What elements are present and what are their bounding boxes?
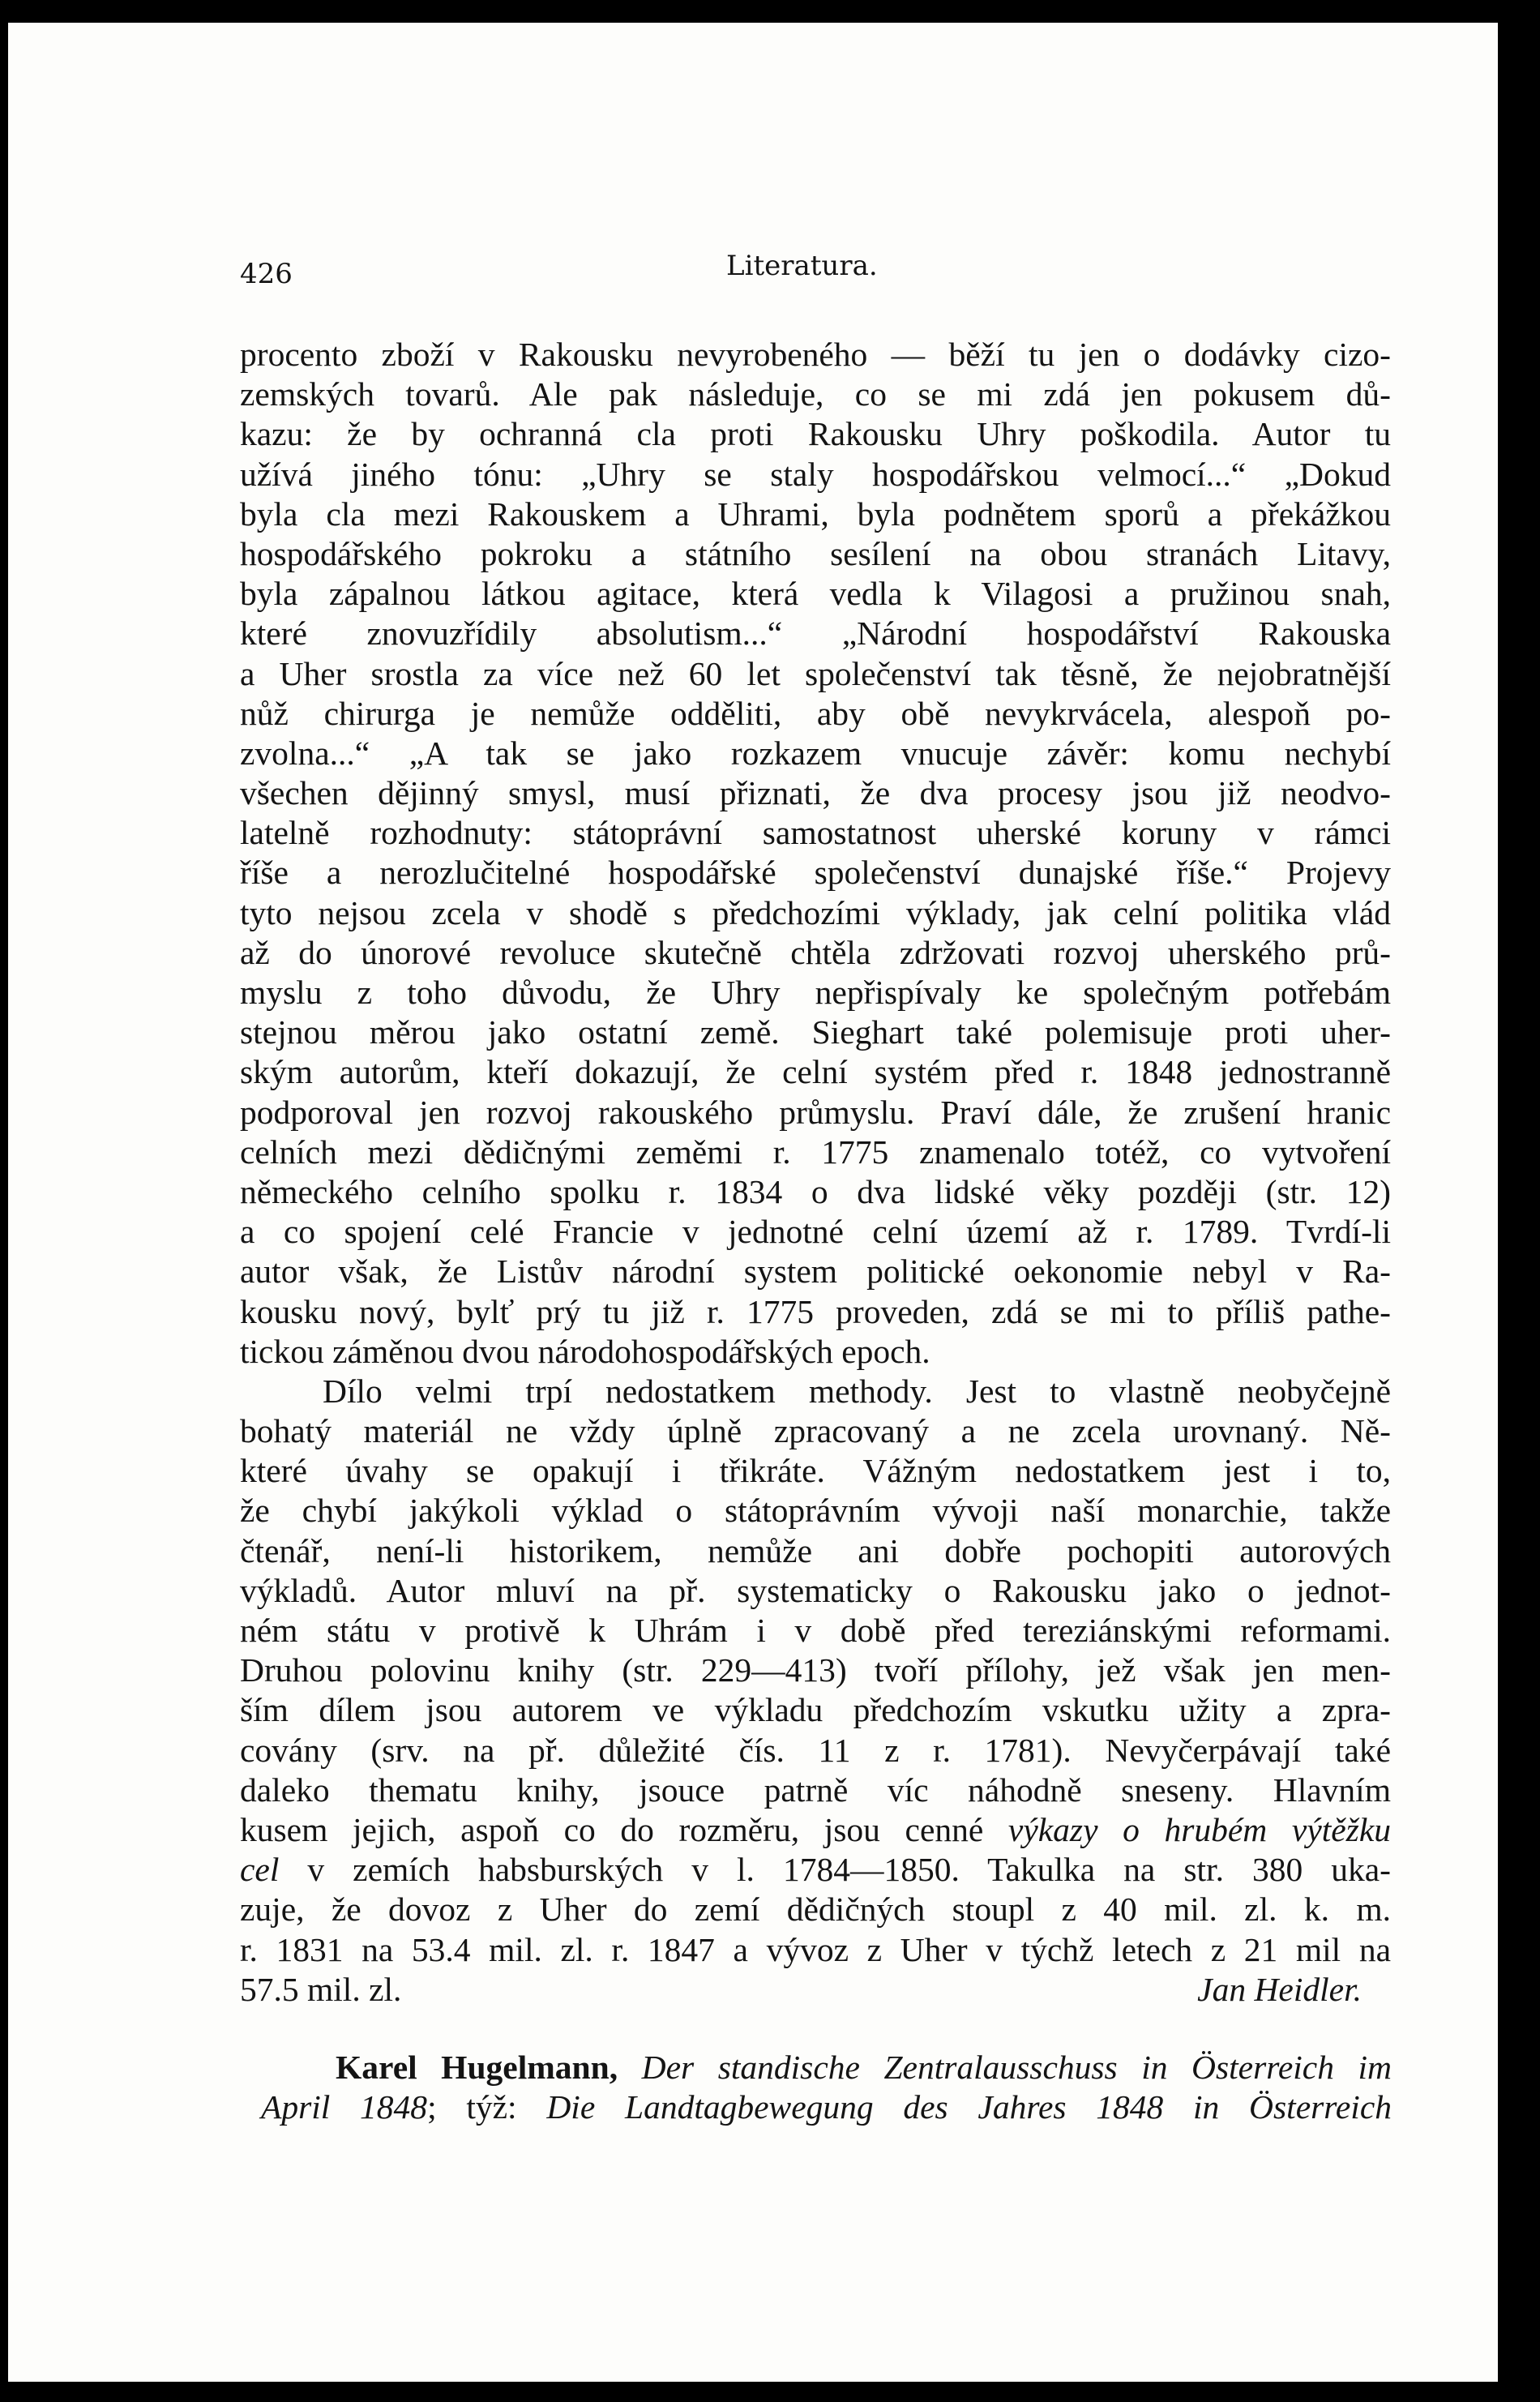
- text-line: až do únorové revoluce skutečně chtěla zdržovati rozvoj uherského prů-: [240, 933, 1391, 971]
- text-line: že chybí jakýkoli výklad o státoprávním vývoji naší monarchie, takže: [240, 1492, 1391, 1530]
- text-line: r. 1831 na 53.4 mil. zl. r. 1847 a vývoz z Uher v týchž letech z 21 mil na: [240, 1930, 1391, 1968]
- text-segment: kusem jejich, aspoň co do rozměru, jsou cenné: [240, 1810, 984, 1848]
- page-number: 426: [240, 258, 293, 290]
- reviewed-author: Karel Hugelmann,: [336, 2049, 618, 2086]
- text-line: říše a nerozlučitelné hospodářské společenství dunajské říše.“ Projevy: [240, 854, 1391, 892]
- page-header: [240, 243, 1391, 292]
- text-line: zvolna...“ „A tak se jako rozkazem vnucuje závěr: komu nechybí: [240, 734, 1391, 772]
- text-line: všechen dějinný smysl, musí přiznati, že dva procesy jsou již neodvo-: [240, 774, 1391, 812]
- book-title-2: Die Landtagbewegung des Jahres 1848 in Österreich: [546, 2088, 1392, 2126]
- next-review-heading: [261, 2047, 1392, 2126]
- review-heading-line-2: [261, 2087, 1392, 2126]
- document-page: [8, 23, 1498, 2382]
- text-line: které úvahy se opakují i třikráte. Vážným nedostatkem jest i to,: [240, 1452, 1391, 1490]
- review-heading-line-1: [261, 2047, 1392, 2087]
- text-line-with-italic: [240, 1810, 1391, 1850]
- review-body-text: [240, 335, 1391, 2010]
- text-line: nůž chirurga je nemůže odděliti, aby obě nevykrvácela, alespoň po-: [240, 694, 1391, 732]
- text-line: hospodářského pokroku a státního sesílení na obou stranách Litavy,: [240, 534, 1391, 572]
- book-title-1: Der standische Zentralausschuss in Österreich im: [641, 2049, 1392, 2086]
- text-line: celních mezi dědičnými zeměmi r. 1775 znamenalo totéž, co vytvoření: [240, 1132, 1391, 1171]
- text-line: byla cla mezi Rakouskem a Uhrami, byla podnětem sporů a překážkou: [240, 495, 1391, 533]
- text-line: které znovuzřídily absolutism...“ „Národní hospodářství Rakouska: [240, 614, 1391, 653]
- text-line: ném státu v protivě k Uhrám i v době před tereziánskými reformami.: [240, 1612, 1391, 1649]
- review-author-signature: Jan Heidler.: [1197, 1970, 1362, 2008]
- text-line: procento zboží v Rakousku nevyrobeného — běží tu jen o dodávky cizo-: [240, 336, 1391, 373]
- text-line: zuje, že dovoz z Uher do zemí dědičných stoupl z 40 mil. zl. k. m.: [240, 1890, 1391, 1929]
- text-segment: v zemích habsburských v l. 1784—1850. Takulka na str. 380 uka-: [279, 1851, 1391, 1889]
- italic-phrase: výkazy o hrubém výtěžku: [1007, 1810, 1392, 1848]
- text-line: latelně rozhodnuty: státoprávní samostatnost uherské koruny v rámci: [240, 814, 1391, 852]
- text-line: německého celního spolku r. 1834 o dva lidské věky později (str. 12): [240, 1172, 1391, 1210]
- signature-line: [240, 1970, 1391, 2010]
- text-line: kazu: že by ochranná cla proti Rakousku Uhry poškodila. Autor tu: [240, 415, 1391, 453]
- text-line: Druhou polovinu knihy (str. 229—413) tvoří přílohy, jež však jen men-: [240, 1651, 1391, 1689]
- text-line: užívá jiného tónu: „Uhry se staly hospodářskou velmocí...“ „Dokud: [240, 455, 1391, 493]
- text-line: daleko thematu knihy, jsouce patrně víc náhodně sneseny. Hlavním: [240, 1770, 1391, 1809]
- italic-phrase: cel: [240, 1851, 280, 1889]
- text-line: myslu z toho důvodu, že Uhry nepřispívaly ke společným potřebám: [240, 974, 1391, 1011]
- text-line: podporoval jen rozvoj rakouského průmyslu. Praví dále, že zrušení hranic: [240, 1093, 1391, 1131]
- text-line: kousku nový, bylť prý tu již r. 1775 proveden, zdá se mi to příliš pathe-: [240, 1292, 1391, 1330]
- text-line: a Uher srostla za více než 60 let společenství tak těsně, že nejobratnější: [240, 654, 1391, 692]
- text-line: stejnou měrou jako ostatní země. Sieghart také polemisuje proti uher-: [240, 1013, 1391, 1051]
- text-line: byla zápalnou látkou agitace, která vedla k Vilagosi a pružinou snah,: [240, 575, 1391, 613]
- text-line: 57.5 mil. zl.: [240, 1970, 402, 2008]
- text-line: čtenář, není-li historikem, nemůže ani dobře pochopiti autorových: [240, 1531, 1391, 1569]
- text-line: tickou záměnou dvou národohospodářských epoch.: [240, 1332, 930, 1370]
- text-line: bohatý materiál ne vždy úplně zpracovaný a ne zcela urovnaný. Ně-: [240, 1412, 1391, 1450]
- text-line-with-italic: [240, 1850, 1391, 1890]
- text-line: a co spojení celé Francie v jednotné celní území až r. 1789. Tvrdí-li: [240, 1213, 1391, 1251]
- text-line: tyto nejsou zcela v shodě s předchozími výklady, jak celní politika vlád: [240, 893, 1391, 931]
- text-line: covány (srv. na př. důležité čís. 11 z r. 1781). Nevyčerpávají také: [240, 1731, 1391, 1769]
- text-line: ším dílem jsou autorem ve výkladu předchozím vskutku užity a zpra-: [240, 1691, 1391, 1729]
- book-title-1-continued: April 1848: [261, 2088, 428, 2126]
- running-title: Literatura.: [726, 250, 878, 282]
- title-separator: ; týž:: [427, 2088, 547, 2126]
- paragraph-start-line: Dílo velmi trpí nedostatkem methody. Jest to vlastně neobyčejně: [323, 1372, 1391, 1410]
- text-line: výkladů. Autor mluví na př. systematicky o Rakousku jako o jednot-: [240, 1571, 1391, 1609]
- text-line: ským autorům, kteří dokazují, že celní systém před r. 1848 jednostranně: [240, 1053, 1391, 1091]
- text-line: zemských tovarů. Ale pak následuje, co se mi zdá jen pokusem dů-: [240, 375, 1391, 413]
- text-line: autor však, že Listův národní system politické oekonomie nebyl v Ra-: [240, 1252, 1391, 1291]
